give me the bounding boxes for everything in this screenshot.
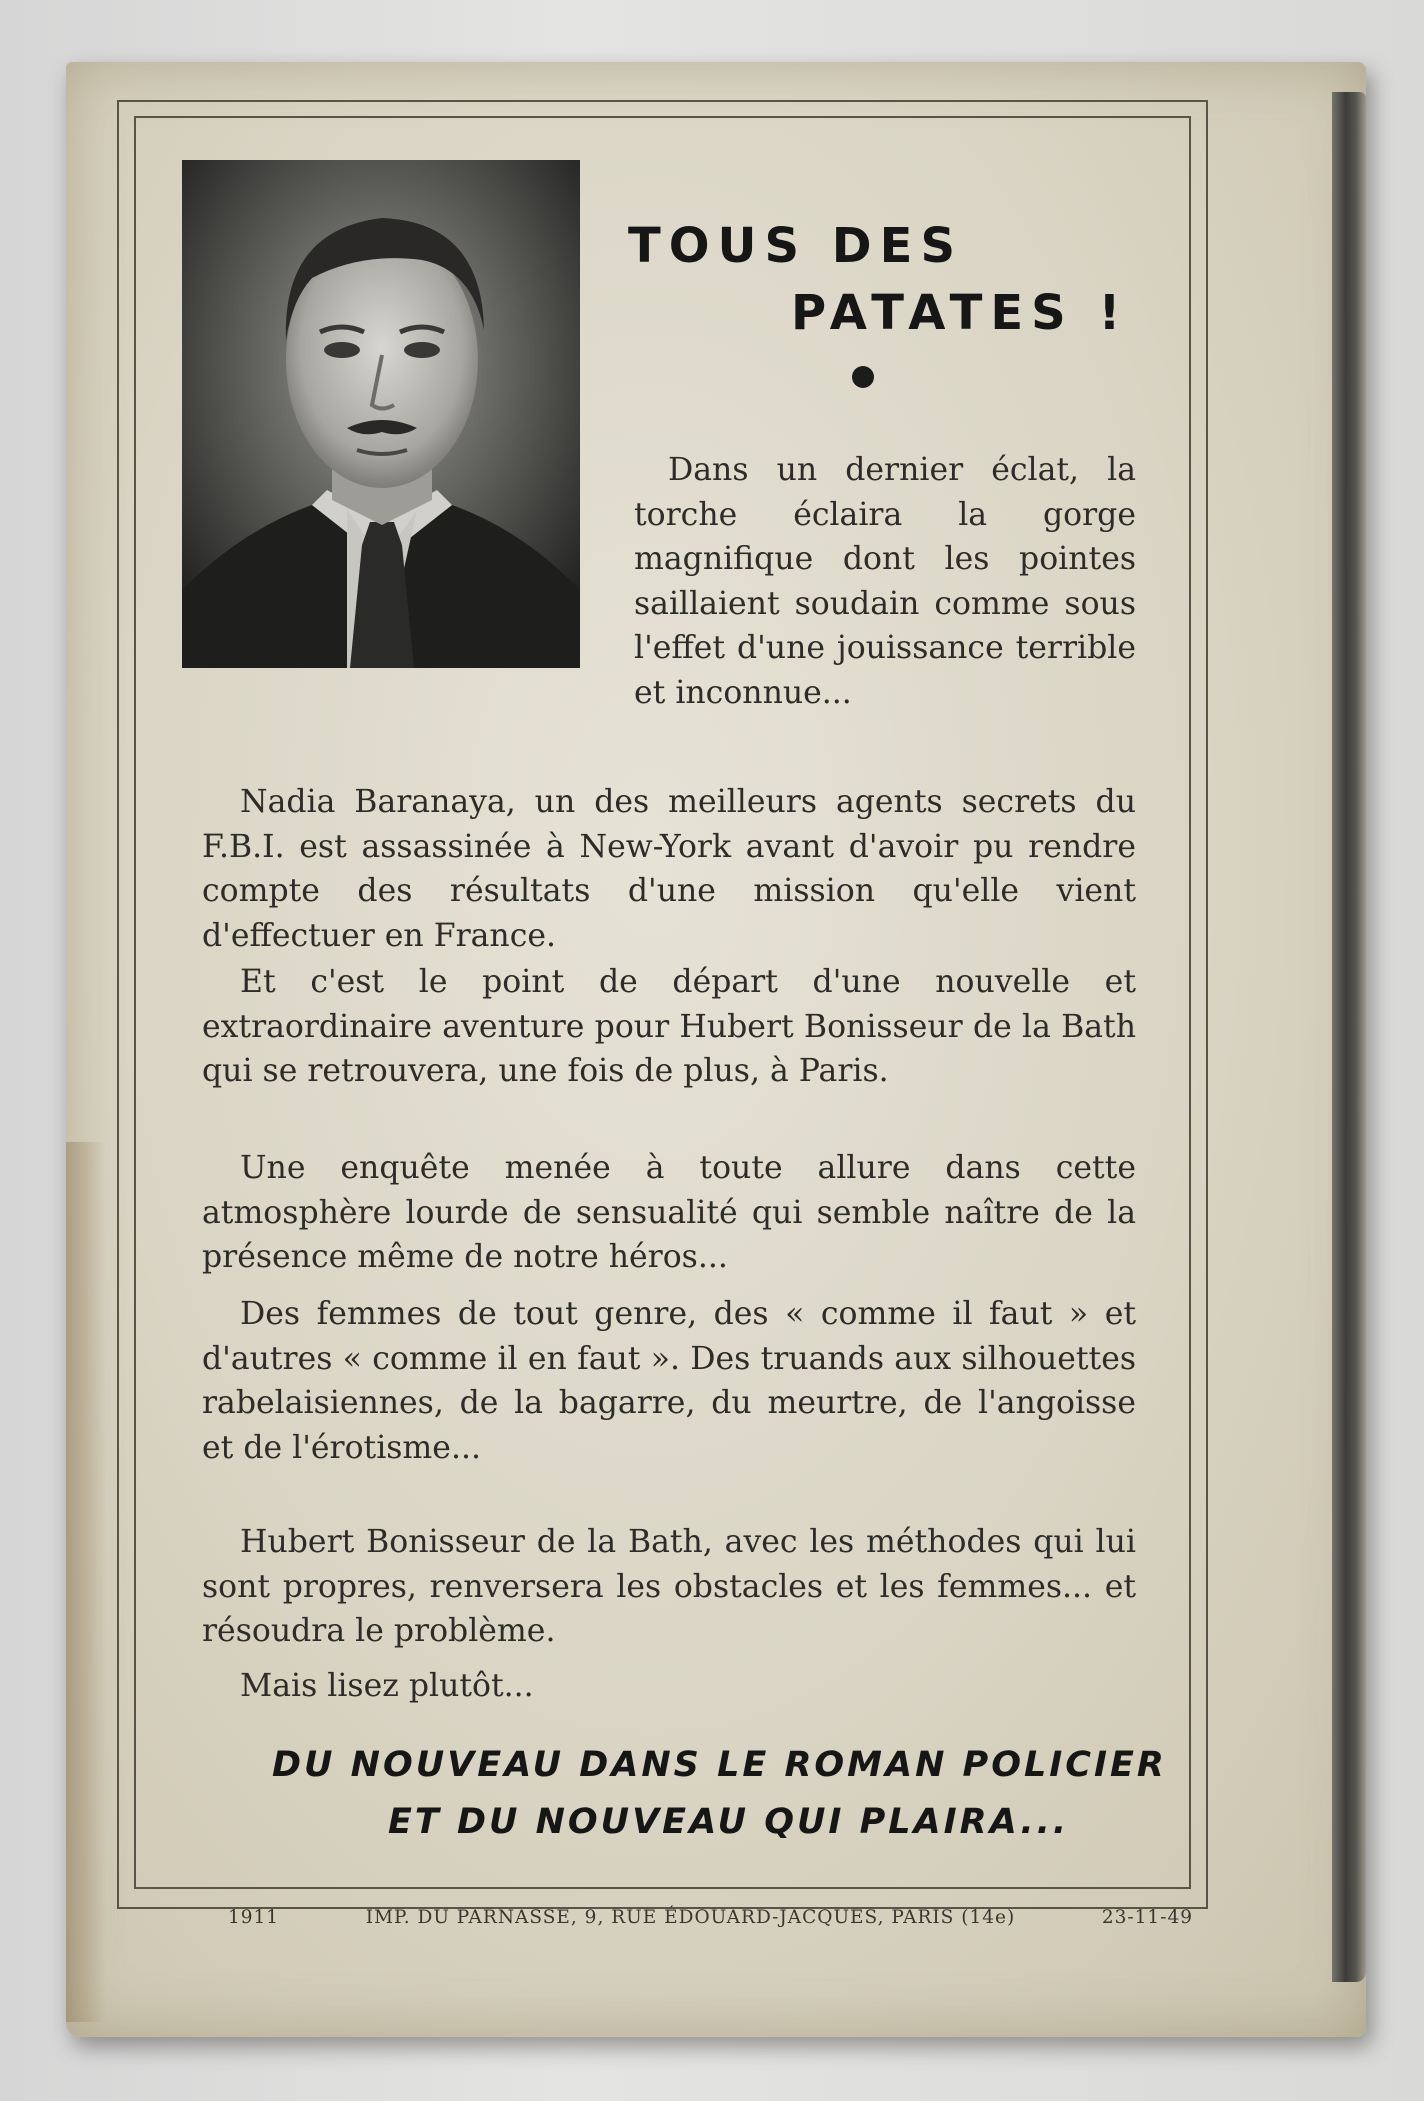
cover-wear [66, 1142, 106, 2022]
printer-address: IMP. DU PARNASSE, 9, RUE ÉDOUARD-JACQUES, PARIS (14e) [365, 1907, 1016, 1928]
paragraph-2: Et c'est le point de départ d'une nouvelle et extraordinaire aventure pour Hubert Bonisseur de la Bath qui se retrouvera, une fois de plus, à Paris. [202, 964, 1136, 1089]
paragraph-3: Une enquête menée à toute allure dans cette atmosphère lourde de sensualité qui semble naître de la présence même de notre héros... [202, 1150, 1136, 1275]
print-date: 23-11-49 [1101, 1907, 1193, 1928]
print-number: 1911 [228, 1907, 280, 1928]
headline-line-2: PATATES ! [791, 285, 1129, 341]
slogan-line-2: ET DU NOUVEAU QUI PLAIRA... [388, 1802, 1070, 1842]
author-portrait [182, 160, 580, 668]
headline-line-1: TOUS DES [628, 218, 964, 274]
paragraph-6: Mais lisez plutôt... [240, 1668, 534, 1704]
slogan-line-1: DU NOUVEAU DANS LE ROMAN POLICIER [272, 1745, 1167, 1785]
spine-edge [1332, 92, 1366, 1982]
paragraph-4: Des femmes de tout genre, des « comme il faut » et d'autres « comme il en faut ». Des truands aux silhouettes rabelaisiennes, de la bagarre, du meurtre, de l'angoisse et de l'érotisme... [202, 1296, 1136, 1466]
excerpt-text: Dans un dernier éclat, la torche éclaira la gorge magnifique dont les pointes saillaient soudain comme sous l'effet d'une jouissance terrible et inconnue... [634, 452, 1136, 711]
paragraph-1: Nadia Baranaya, un des meilleurs agents secrets du F.B.I. est assassinée à New-York avant d'avoir pu rendre compte des résultats d'une mission qu'elle vient d'effectuer en France. [202, 784, 1136, 954]
paragraph-5: Hubert Bonisseur de la Bath, avec les méthodes qui lui sont propres, renversera les obstacles et les femmes... et résoudra le problème. [202, 1524, 1136, 1649]
bullet-dot [852, 366, 874, 388]
printer-footer [228, 1907, 1193, 1928]
